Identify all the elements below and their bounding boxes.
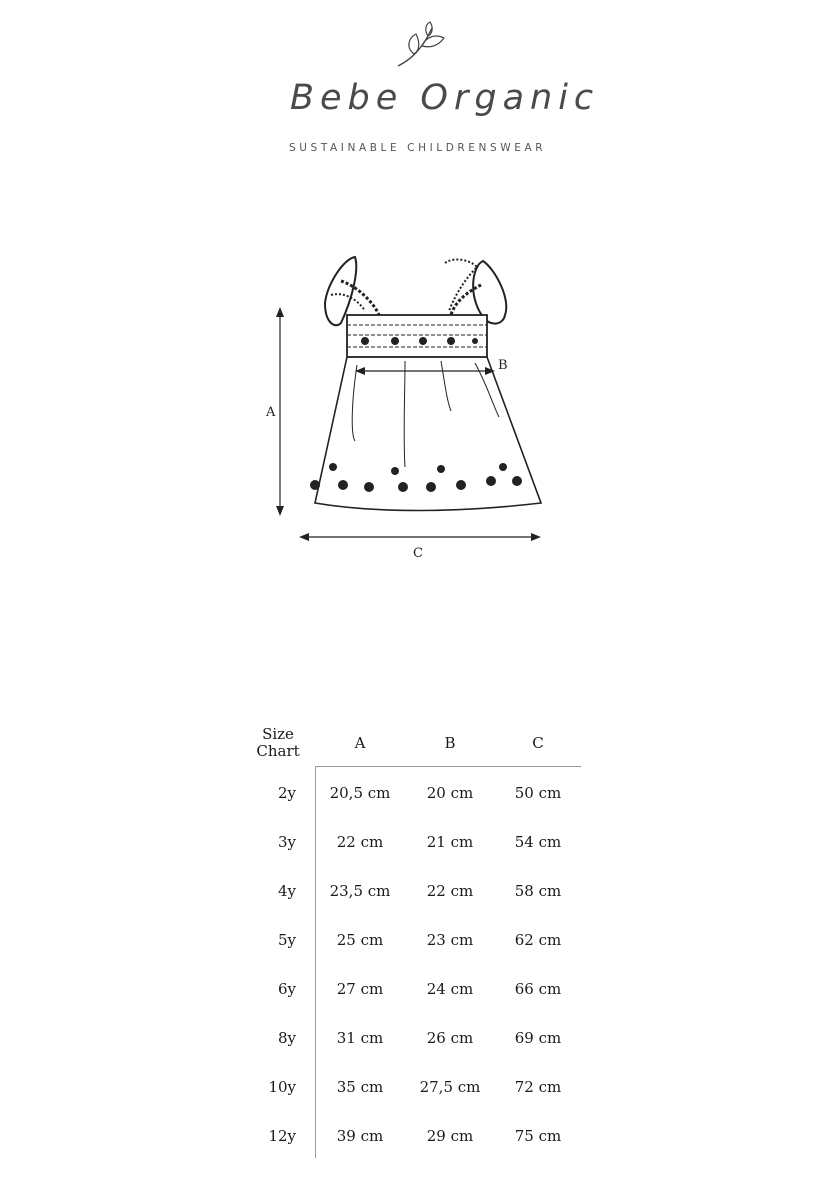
table-header [250, 722, 590, 766]
table-row [250, 1029, 590, 1059]
dress-measurement-diagram [255, 245, 555, 575]
table-row [250, 980, 590, 1010]
cell-a: 31 cm [336, 1029, 384, 1047]
brand-header [0, 0, 840, 170]
table-row [250, 833, 590, 863]
cell-c: 72 cm [514, 1078, 562, 1096]
cell-c: 75 cm [514, 1127, 562, 1145]
cell-c: 69 cm [514, 1029, 562, 1047]
size-label: 10y [268, 1078, 296, 1096]
size-label: 12y [268, 1127, 296, 1145]
cell-a: 23,5 cm [329, 882, 391, 900]
cell-a: 27 cm [336, 980, 384, 998]
corner-label-chart: Chart [256, 742, 300, 760]
cell-c: 50 cm [514, 784, 562, 802]
cell-b: 20 cm [426, 784, 474, 802]
cell-b: 23 cm [426, 931, 474, 949]
label-b: B [498, 358, 508, 373]
cell-b: 21 cm [426, 833, 474, 851]
size-label: 8y [277, 1029, 296, 1047]
table-divider-horizontal [315, 766, 581, 767]
cell-b: 24 cm [426, 980, 474, 998]
table-row [250, 1078, 590, 1108]
column-header-c: C [532, 734, 544, 752]
brand-tagline: SUSTAINABLE CHILDRENSWEAR [289, 142, 547, 154]
label-c: C [413, 546, 423, 561]
leaf-icon [392, 20, 452, 70]
cell-a: 20,5 cm [329, 784, 391, 802]
size-chart-corner [250, 726, 306, 760]
cell-c: 66 cm [514, 980, 562, 998]
cell-c: 62 cm [514, 931, 562, 949]
size-chart-table [250, 722, 590, 1162]
column-header-b: B [444, 734, 456, 752]
size-label: 4y [277, 882, 296, 900]
table-row [250, 784, 590, 814]
cell-b: 27,5 cm [419, 1078, 481, 1096]
size-label: 2y [277, 784, 296, 802]
cell-c: 58 cm [514, 882, 562, 900]
label-a: A [266, 405, 276, 420]
cell-b: 26 cm [426, 1029, 474, 1047]
brand-name: Bebe Organic [290, 78, 600, 118]
table-row [250, 882, 590, 912]
cell-b: 29 cm [426, 1127, 474, 1145]
cell-a: 35 cm [336, 1078, 384, 1096]
size-label: 3y [277, 833, 296, 851]
column-header-a: A [354, 734, 366, 752]
corner-label-size: Size [262, 725, 294, 743]
cell-a: 22 cm [336, 833, 384, 851]
cell-b: 22 cm [426, 882, 474, 900]
size-label: 5y [277, 931, 296, 949]
table-row [250, 931, 590, 961]
size-label: 6y [277, 980, 296, 998]
table-row [250, 1127, 590, 1157]
cell-c: 54 cm [514, 833, 562, 851]
cell-a: 25 cm [336, 931, 384, 949]
cell-a: 39 cm [336, 1127, 384, 1145]
